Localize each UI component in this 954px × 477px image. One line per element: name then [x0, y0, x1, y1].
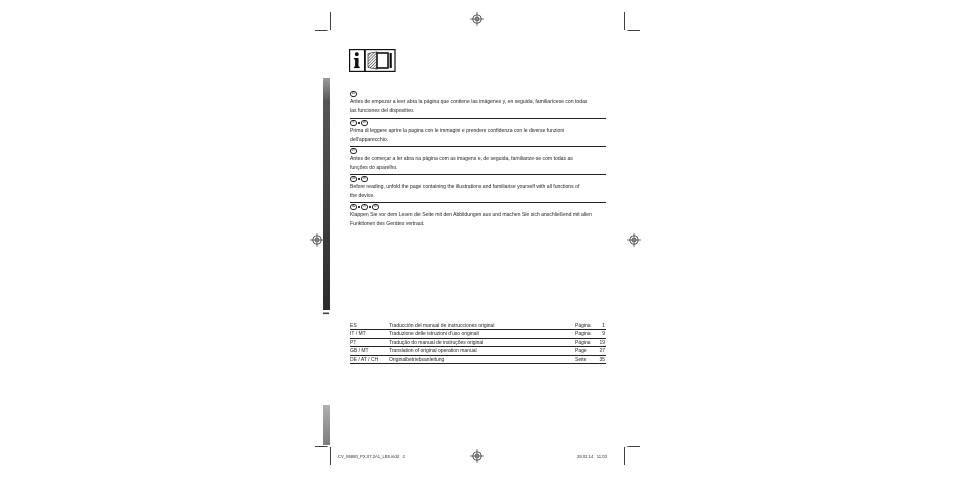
- toc-language-code: PT: [350, 339, 357, 346]
- note-de-at-ch: [350, 202, 606, 230]
- language-badge: ES: [351, 92, 356, 96]
- table-of-contents: [350, 322, 606, 365]
- slug-file-name: CV_95880_PX.07.2A1_LB5.indd 2: [338, 454, 405, 459]
- toc-page-label: Seite: [575, 356, 587, 363]
- color-bar-tick: [323, 313, 329, 315]
- toc-title: Originalbetriebsanleitung: [389, 356, 445, 363]
- note-line: Funktionen des Gerätes vertraut.: [350, 220, 425, 227]
- toc-page-number: 35: [599, 356, 605, 363]
- toc-page-number: 9: [602, 331, 605, 338]
- toc-title: Translation of original operation manual: [389, 348, 477, 355]
- toc-language-code: IT / MT: [350, 331, 366, 338]
- note-line: funções do aparelho.: [350, 164, 398, 171]
- crop-mark-top-left: [315, 12, 331, 31]
- language-badges: [350, 176, 606, 182]
- language-badges: [350, 148, 606, 154]
- language-badges: [350, 91, 606, 97]
- registration-mark-right-icon: [627, 233, 641, 247]
- language-badges: [350, 204, 606, 210]
- toc-title: Traducción del manual de instrucciones original: [389, 322, 495, 329]
- crop-mark-top-right: [625, 12, 641, 31]
- note-line: Prima di leggere aprire la pagina con le immagini e prendere confidenza con le diverse funzioni: [350, 128, 565, 134]
- language-badge: DE: [351, 205, 356, 209]
- badge-separator: [358, 122, 359, 123]
- language-badge: AT: [361, 204, 368, 209]
- badge-separator: [369, 206, 370, 207]
- toc-row: [350, 330, 606, 339]
- language-badge: MT: [362, 177, 367, 181]
- language-badges: [350, 120, 606, 126]
- registration-mark-top-icon: [470, 12, 484, 26]
- info-book-icon: [349, 49, 396, 72]
- slug-timestamp: 28.02.14 11:03: [577, 454, 607, 459]
- toc-title: Traduzione delle istruzioni d'uso originali: [389, 331, 479, 338]
- note-line: the device.: [350, 192, 375, 199]
- toc-language-code: ES: [350, 322, 357, 329]
- language-badge: CH: [373, 205, 378, 209]
- crop-mark-bottom-right: [625, 447, 641, 466]
- info-icon: [350, 50, 365, 72]
- color-bar-left-top: [323, 78, 330, 310]
- toc-page-label: Page: [575, 348, 587, 355]
- registration-mark-bottom-icon: [470, 449, 484, 463]
- toc-row: [350, 322, 606, 331]
- note-line: Antes de empezar a leer abra la página que contiene las imágenes y, en seguida, familiarícese con todas: [350, 99, 588, 105]
- badge-separator: [358, 206, 359, 207]
- toc-row: [350, 356, 606, 365]
- language-badge: GB: [351, 177, 356, 181]
- toc-page-label: Página: [575, 339, 591, 346]
- toc-row: [350, 339, 606, 348]
- toc-title: Tradução do manual de instruções original: [389, 339, 484, 346]
- language-badge: IT: [350, 120, 357, 125]
- registration-mark-left-icon: [310, 233, 324, 247]
- toc-page-number: 27: [599, 348, 605, 355]
- note-es: [350, 90, 606, 118]
- note-line: Klappen Sie vor dem Lesen die Seite mit den Abbildungen aus und machen Sie sich anschließend mit allen: [350, 212, 592, 218]
- note-line: las funciones del dispositivo.: [350, 107, 415, 114]
- note-line: Before reading, unfold the page containing the illustrations and familiarise yourself with all functions of: [350, 184, 580, 190]
- note-line: Antes de começar a ler abra na página com as imagens e, de seguida, familiarize-se com todas as: [350, 156, 573, 162]
- note-gb-mt: [350, 174, 606, 202]
- language-badge: PT: [351, 149, 356, 153]
- color-bar-left-bottom: [323, 405, 330, 445]
- book-page-icon: [365, 50, 395, 72]
- toc-page-number: 1: [602, 322, 605, 329]
- toc-page-label: Página: [575, 322, 591, 329]
- toc-row: [350, 347, 606, 356]
- toc-page-label: Pagina: [575, 331, 591, 338]
- language-badge: MT: [362, 121, 367, 125]
- toc-page-number: 19: [599, 339, 605, 346]
- crop-mark-bottom-left: [315, 447, 331, 466]
- toc-language-code: GB / MT: [350, 348, 369, 355]
- badge-separator: [358, 178, 359, 179]
- read-first-notes: [350, 90, 606, 230]
- toc-language-code: DE / AT / CH: [350, 356, 379, 363]
- note-it-mt: [350, 118, 606, 146]
- note-line: dell'apparecchio.: [350, 136, 389, 143]
- note-pt: [350, 146, 606, 174]
